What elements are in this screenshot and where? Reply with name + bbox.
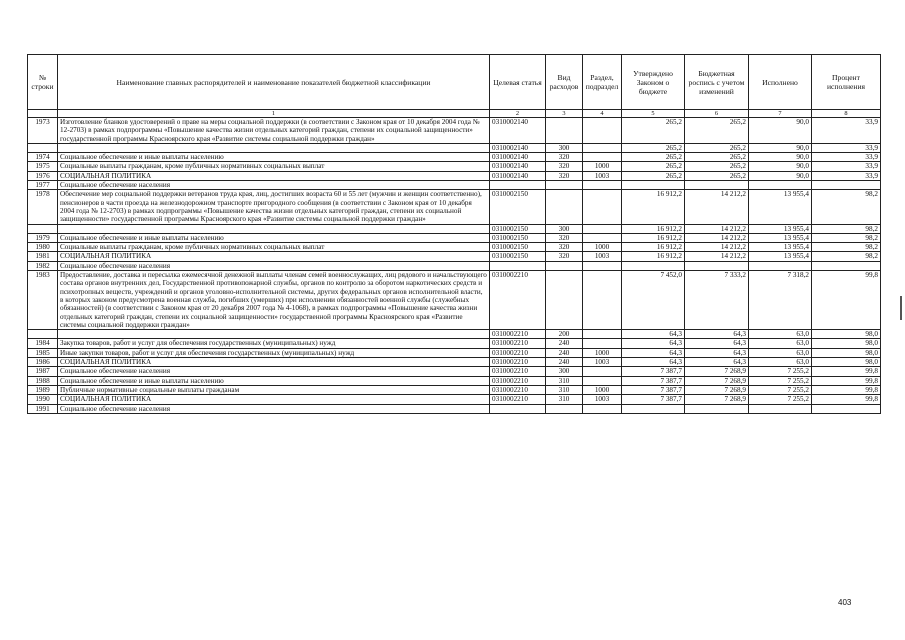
- expense-type-cell: 240: [546, 348, 583, 357]
- section-cell: [583, 143, 622, 152]
- budget-table: [27, 54, 881, 414]
- row-number-cell: 1974: [28, 153, 58, 162]
- expense-type-cell: [546, 118, 583, 144]
- table-row: [28, 181, 881, 190]
- executed-cell: 63,0: [749, 330, 812, 339]
- page-number: 403: [838, 598, 852, 607]
- executed-cell: 90,0: [749, 143, 812, 152]
- row-number-cell: 1979: [28, 233, 58, 242]
- name-cell: Предоставление, доставка и пересылка ежемесячной денежной выплаты членам семей военнослужащих, лиц рядового и начальствующего состава органов внутренних дел, Государственной противопожарной службы, органов по контролю за оборотом наркотических средств и психотропных веществ, учреждений и органов уголовно-исполнительной системы, других федеральных органов исполнительной власти, в которых законом предусмотрена военная служба, погибших (умерших) при исполнении обязанностей военной службы (служебных обязанностей) (в соответствии с Законом края от 20 декабря 2007 года № 4-1068), в рамках подпрограммы «Повышение качества жизни отдельных категорий граждан, степени их социальной защищенности» государственной программы Красноярского края «Развитие системы социальной поддержки граждан»: [58, 271, 490, 330]
- expense-type-cell: [546, 404, 583, 413]
- expense-type-cell: 320: [546, 252, 583, 261]
- name-cell: [58, 330, 490, 339]
- target-article-cell: 0310002140: [490, 118, 546, 144]
- header-approved: Утверждено Законом о бюджете: [622, 55, 685, 110]
- table-row: [28, 330, 881, 339]
- expense-type-cell: 320: [546, 233, 583, 242]
- percent-cell: 99,8: [812, 271, 881, 330]
- row-number-cell: 1985: [28, 348, 58, 357]
- percent-cell: 99,8: [812, 367, 881, 376]
- expense-type-cell: [546, 190, 583, 224]
- row-number-cell: 1978: [28, 190, 58, 224]
- name-cell: Изготовление бланков удостоверений о праве на меры социальной поддержки (в соответствии с Законом края от 10 декабря 2004 года № 12-2703) в рамках подпрограммы «Повышение качества жизни отдельных категорий граждан, степени их социальной защищенности» государственной программы Красноярского края «Развитие системы социальной поддержки граждан»: [58, 118, 490, 144]
- name-cell: СОЦИАЛЬНАЯ ПОЛИТИКА: [58, 358, 490, 367]
- executed-cell: 7 255,2: [749, 367, 812, 376]
- name-cell: Социальное обеспечение и иные выплаты населению: [58, 376, 490, 385]
- table-row: [28, 358, 881, 367]
- percent-cell: [812, 181, 881, 190]
- expense-type-cell: 320: [546, 243, 583, 252]
- column-number: 7: [749, 110, 812, 118]
- target-article-cell: [490, 181, 546, 190]
- approved-cell: 7 387,7: [622, 367, 685, 376]
- percent-cell: 99,8: [812, 376, 881, 385]
- executed-cell: 13 955,4: [749, 224, 812, 233]
- target-article-cell: 0310002150: [490, 233, 546, 242]
- percent-cell: 98,0: [812, 358, 881, 367]
- executed-cell: 63,0: [749, 348, 812, 357]
- budget-list-cell: [685, 181, 749, 190]
- approved-cell: 265,2: [622, 171, 685, 180]
- budget-list-cell: 7 268,9: [685, 385, 749, 394]
- target-article-cell: 0310002140: [490, 171, 546, 180]
- approved-cell: 265,2: [622, 118, 685, 144]
- table-row: [28, 348, 881, 357]
- expense-type-cell: 320: [546, 171, 583, 180]
- name-cell: Иные закупки товаров, работ и услуг для обеспечения государственных (муниципальных) нужд: [58, 348, 490, 357]
- name-cell: [58, 143, 490, 152]
- target-article-cell: 0310002210: [490, 376, 546, 385]
- approved-cell: 64,3: [622, 339, 685, 348]
- percent-cell: 98,2: [812, 190, 881, 224]
- table-row: [28, 385, 881, 394]
- section-cell: 1000: [583, 162, 622, 171]
- target-article-cell: 0310002210: [490, 271, 546, 330]
- target-article-cell: 0310002150: [490, 252, 546, 261]
- executed-cell: 13 955,4: [749, 243, 812, 252]
- budget-list-cell: 7 268,9: [685, 367, 749, 376]
- row-number-cell: 1975: [28, 162, 58, 171]
- approved-cell: 7 452,0: [622, 271, 685, 330]
- approved-cell: 16 912,2: [622, 233, 685, 242]
- column-number: 4: [583, 110, 622, 118]
- section-cell: [583, 404, 622, 413]
- percent-cell: 98,0: [812, 339, 881, 348]
- executed-cell: [749, 404, 812, 413]
- section-cell: [583, 271, 622, 330]
- executed-cell: 90,0: [749, 171, 812, 180]
- target-article-cell: 0310002210: [490, 339, 546, 348]
- percent-cell: [812, 404, 881, 413]
- section-cell: 1000: [583, 348, 622, 357]
- table-row: [28, 339, 881, 348]
- name-cell: Социальное обеспечение и иные выплаты населению: [58, 233, 490, 242]
- table-row: [28, 271, 881, 330]
- section-cell: 1000: [583, 385, 622, 394]
- table-row: [28, 376, 881, 385]
- column-number: 1: [58, 110, 490, 118]
- target-article-cell: [490, 404, 546, 413]
- executed-cell: 13 955,4: [749, 233, 812, 242]
- section-cell: [583, 339, 622, 348]
- target-article-cell: 0310002150: [490, 190, 546, 224]
- budget-list-cell: 14 212,2: [685, 252, 749, 261]
- executed-cell: 63,0: [749, 339, 812, 348]
- budget-list-cell: 265,2: [685, 162, 749, 171]
- approved-cell: 16 912,2: [622, 243, 685, 252]
- executed-cell: 90,0: [749, 162, 812, 171]
- budget-list-cell: [685, 261, 749, 270]
- expense-type-cell: [546, 271, 583, 330]
- section-cell: [583, 330, 622, 339]
- section-cell: 1003: [583, 358, 622, 367]
- table-row: [28, 367, 881, 376]
- column-number-row: [28, 110, 881, 118]
- expense-type-cell: 300: [546, 367, 583, 376]
- budget-list-cell: 64,3: [685, 348, 749, 357]
- scan-edge-mark: [900, 296, 902, 320]
- row-number-cell: 1990: [28, 395, 58, 404]
- section-cell: [583, 181, 622, 190]
- percent-cell: 33,9: [812, 143, 881, 152]
- name-cell: Социальное обеспечение населения: [58, 404, 490, 413]
- target-article-cell: 0310002210: [490, 348, 546, 357]
- table-row: [28, 404, 881, 413]
- table-row: [28, 143, 881, 152]
- header-executed: Исполнено: [749, 55, 812, 110]
- table-row: [28, 153, 881, 162]
- section-cell: [583, 118, 622, 144]
- header-row-number: № строки: [28, 55, 58, 110]
- header-expense-type: Вид расходов: [546, 55, 583, 110]
- row-number-cell: 1984: [28, 339, 58, 348]
- expense-type-cell: 200: [546, 330, 583, 339]
- column-number: [28, 110, 58, 118]
- percent-cell: 98,0: [812, 348, 881, 357]
- target-article-cell: 0310002140: [490, 143, 546, 152]
- expense-type-cell: 310: [546, 385, 583, 394]
- name-cell: Социальные выплаты гражданам, кроме публичных нормативных социальных выплат: [58, 243, 490, 252]
- percent-cell: 33,9: [812, 162, 881, 171]
- approved-cell: 7 387,7: [622, 376, 685, 385]
- expense-type-cell: 310: [546, 395, 583, 404]
- table-row: [28, 190, 881, 224]
- name-cell: [58, 224, 490, 233]
- approved-cell: 16 912,2: [622, 190, 685, 224]
- budget-list-cell: 14 212,2: [685, 243, 749, 252]
- budget-list-cell: 14 212,2: [685, 233, 749, 242]
- section-cell: [583, 376, 622, 385]
- row-number-cell: 1991: [28, 404, 58, 413]
- expense-type-cell: 320: [546, 162, 583, 171]
- name-cell: Социальное обеспечение населения: [58, 367, 490, 376]
- approved-cell: 64,3: [622, 330, 685, 339]
- row-number-cell: 1980: [28, 243, 58, 252]
- expense-type-cell: 310: [546, 376, 583, 385]
- name-cell: Публичные нормативные социальные выплаты гражданам: [58, 385, 490, 394]
- executed-cell: 13 955,4: [749, 190, 812, 224]
- approved-cell: 265,2: [622, 153, 685, 162]
- header-percent: Процент исполнения: [812, 55, 881, 110]
- section-cell: [583, 233, 622, 242]
- target-article-cell: 0310002210: [490, 385, 546, 394]
- percent-cell: 33,9: [812, 171, 881, 180]
- executed-cell: 13 955,4: [749, 252, 812, 261]
- row-number-cell: 1973: [28, 118, 58, 144]
- approved-cell: 265,2: [622, 162, 685, 171]
- table-row: [28, 243, 881, 252]
- table-row: [28, 224, 881, 233]
- table-row: [28, 171, 881, 180]
- budget-list-cell: 14 212,2: [685, 224, 749, 233]
- percent-cell: [812, 261, 881, 270]
- target-article-cell: 0310002210: [490, 395, 546, 404]
- name-cell: Обеспечение мер социальной поддержки ветеранов труда края, лиц, достигших возраста 60 и 55 лет (мужчин и женщин соответственно), пенсионеров в части проезда на железнодорожном транспорте пригородного сообщения (в соответствии с Законом края от 10 декабря 2004 года № 12-2703) в рамках подпрограммы «Повышение качества жизни отдельных категорий граждан, степени их социальной защищенности» государственной программы Красноярского края «Развитие системы социальной поддержки граждан»: [58, 190, 490, 224]
- executed-cell: 7 255,2: [749, 395, 812, 404]
- table-row: [28, 261, 881, 270]
- target-article-cell: 0310002210: [490, 358, 546, 367]
- row-number-cell: 1976: [28, 171, 58, 180]
- section-cell: 1003: [583, 395, 622, 404]
- approved-cell: 64,3: [622, 358, 685, 367]
- budget-list-cell: 64,3: [685, 358, 749, 367]
- column-number: 2: [490, 110, 546, 118]
- name-cell: СОЦИАЛЬНАЯ ПОЛИТИКА: [58, 252, 490, 261]
- approved-cell: 16 912,2: [622, 252, 685, 261]
- executed-cell: 7 255,2: [749, 385, 812, 394]
- expense-type-cell: 300: [546, 143, 583, 152]
- header-budget-list: Бюджетная роспись с учетом изменений: [685, 55, 749, 110]
- percent-cell: 98,2: [812, 233, 881, 242]
- percent-cell: 98,0: [812, 330, 881, 339]
- name-cell: СОЦИАЛЬНАЯ ПОЛИТИКА: [58, 395, 490, 404]
- percent-cell: 98,2: [812, 224, 881, 233]
- table-body: [28, 118, 881, 414]
- section-cell: 1003: [583, 171, 622, 180]
- budget-list-cell: 7 268,9: [685, 376, 749, 385]
- row-number-cell: 1977: [28, 181, 58, 190]
- target-article-cell: 0310002140: [490, 153, 546, 162]
- row-number-cell: 1988: [28, 376, 58, 385]
- target-article-cell: 0310002140: [490, 162, 546, 171]
- executed-cell: 7 318,2: [749, 271, 812, 330]
- name-cell: Социальные выплаты гражданам, кроме публичных нормативных социальных выплат: [58, 162, 490, 171]
- row-number-cell: 1983: [28, 271, 58, 330]
- row-number-cell: [28, 330, 58, 339]
- expense-type-cell: 320: [546, 153, 583, 162]
- budget-list-cell: 14 212,2: [685, 190, 749, 224]
- table-row: [28, 395, 881, 404]
- expense-type-cell: 240: [546, 358, 583, 367]
- section-cell: [583, 153, 622, 162]
- name-cell: СОЦИАЛЬНАЯ ПОЛИТИКА: [58, 171, 490, 180]
- column-number: 6: [685, 110, 749, 118]
- table-row: [28, 118, 881, 144]
- section-cell: [583, 190, 622, 224]
- name-cell: Социальное обеспечение населения: [58, 181, 490, 190]
- section-cell: [583, 224, 622, 233]
- executed-cell: 63,0: [749, 358, 812, 367]
- expense-type-cell: [546, 181, 583, 190]
- approved-cell: [622, 261, 685, 270]
- target-article-cell: 0310002150: [490, 243, 546, 252]
- row-number-cell: [28, 224, 58, 233]
- table-row: [28, 252, 881, 261]
- approved-cell: 7 387,7: [622, 385, 685, 394]
- executed-cell: 7 255,2: [749, 376, 812, 385]
- name-cell: Закупка товаров, работ и услуг для обеспечения государственных (муниципальных) нужд: [58, 339, 490, 348]
- budget-list-cell: 265,2: [685, 143, 749, 152]
- row-number-cell: 1989: [28, 385, 58, 394]
- column-number: 3: [546, 110, 583, 118]
- name-cell: Социальное обеспечение населения: [58, 261, 490, 270]
- approved-cell: 16 912,2: [622, 224, 685, 233]
- budget-list-cell: 64,3: [685, 339, 749, 348]
- row-number-cell: [28, 143, 58, 152]
- section-cell: [583, 367, 622, 376]
- target-article-cell: 0310002210: [490, 330, 546, 339]
- percent-cell: 98,2: [812, 252, 881, 261]
- expense-type-cell: 300: [546, 224, 583, 233]
- row-number-cell: 1982: [28, 261, 58, 270]
- target-article-cell: 0310002150: [490, 224, 546, 233]
- budget-list-cell: 7 268,9: [685, 395, 749, 404]
- approved-cell: [622, 181, 685, 190]
- budget-list-cell: 265,2: [685, 171, 749, 180]
- budget-list-cell: 265,2: [685, 153, 749, 162]
- table-row: [28, 162, 881, 171]
- approved-cell: 64,3: [622, 348, 685, 357]
- budget-list-cell: 7 333,2: [685, 271, 749, 330]
- row-number-cell: 1981: [28, 252, 58, 261]
- percent-cell: 99,8: [812, 385, 881, 394]
- target-article-cell: [490, 261, 546, 270]
- percent-cell: 33,9: [812, 118, 881, 144]
- executed-cell: 90,0: [749, 118, 812, 144]
- percent-cell: 33,9: [812, 153, 881, 162]
- table-header-row: [28, 55, 881, 110]
- column-number: 5: [622, 110, 685, 118]
- approved-cell: [622, 404, 685, 413]
- row-number-cell: 1987: [28, 367, 58, 376]
- header-name: Наименование главных распорядителей и наименование показателей бюджетной классификации: [58, 55, 490, 110]
- budget-list-cell: 64,3: [685, 330, 749, 339]
- header-target-article: Целевая статья: [490, 55, 546, 110]
- executed-cell: [749, 261, 812, 270]
- header-section: Раздел, подраздел: [583, 55, 622, 110]
- target-article-cell: 0310002210: [490, 367, 546, 376]
- expense-type-cell: [546, 261, 583, 270]
- executed-cell: 90,0: [749, 153, 812, 162]
- expense-type-cell: 240: [546, 339, 583, 348]
- approved-cell: 7 387,7: [622, 395, 685, 404]
- column-number: 8: [812, 110, 881, 118]
- budget-list-cell: 265,2: [685, 118, 749, 144]
- section-cell: [583, 261, 622, 270]
- budget-list-cell: [685, 404, 749, 413]
- name-cell: Социальное обеспечение и иные выплаты населению: [58, 153, 490, 162]
- section-cell: 1003: [583, 252, 622, 261]
- table-row: [28, 233, 881, 242]
- section-cell: 1000: [583, 243, 622, 252]
- percent-cell: 98,2: [812, 243, 881, 252]
- approved-cell: 265,2: [622, 143, 685, 152]
- executed-cell: [749, 181, 812, 190]
- row-number-cell: 1986: [28, 358, 58, 367]
- percent-cell: 99,8: [812, 395, 881, 404]
